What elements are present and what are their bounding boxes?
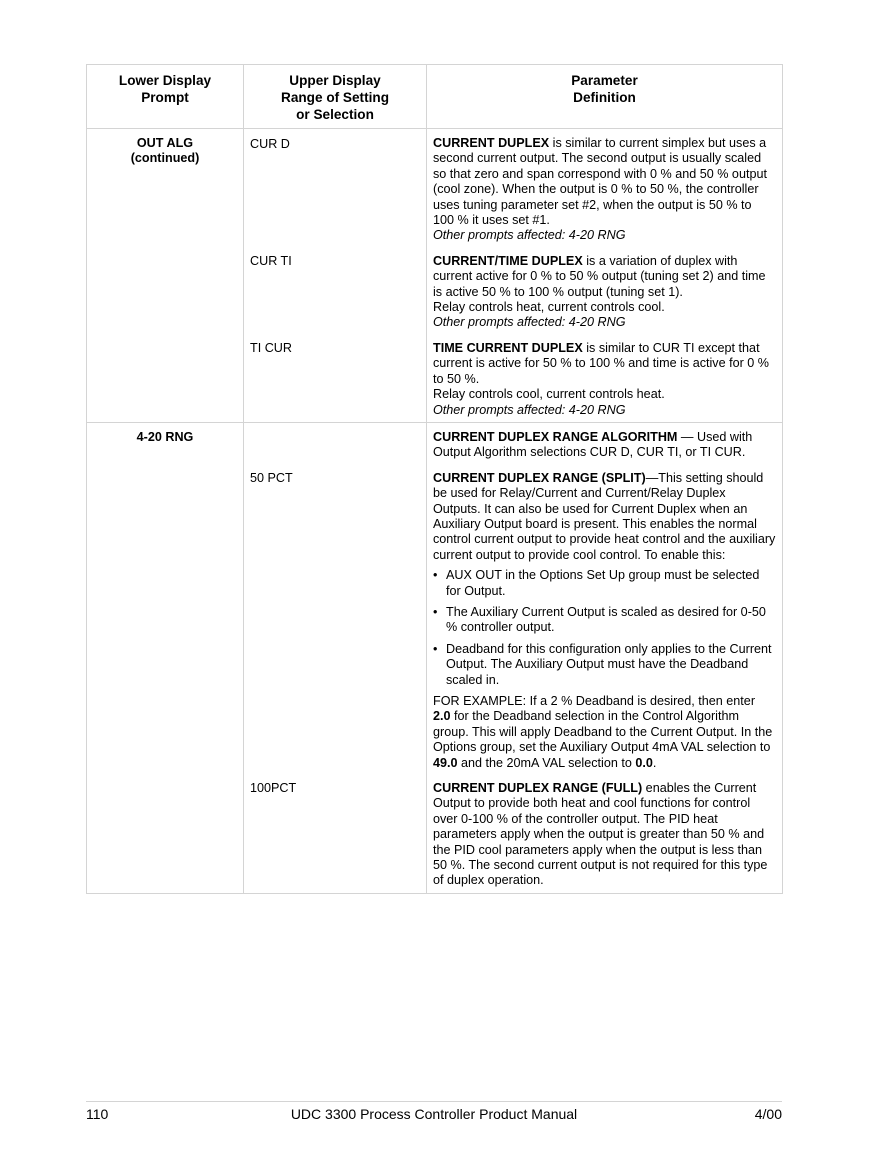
- bullet-icon: •: [433, 641, 438, 656]
- manual-title: UDC 3300 Process Controller Product Manual: [290, 1106, 578, 1122]
- bold-term: CURRENT DUPLEX RANGE (SPLIT): [433, 470, 646, 485]
- definition-line: [433, 471, 776, 563]
- text-run: FOR EXAMPLE: If a 2 % Deadband is desired, then enter: [433, 694, 756, 708]
- text-run: Relay controls heat, current controls cool.: [433, 300, 665, 315]
- table-row: [87, 422, 783, 893]
- definition-line: [433, 254, 776, 300]
- definition-block: [433, 471, 776, 771]
- bold-term: CURRENT DUPLEX RANGE ALGORITHM: [433, 429, 678, 444]
- definition-block: [433, 254, 776, 331]
- header-lower-display-prompt: Lower Display Prompt: [87, 65, 244, 129]
- bullet-text: Deadband for this configuration only applies to the Current Output. The Auxiliary Output must have the Deadband scaled in.: [446, 641, 772, 687]
- bullet-icon: •: [433, 568, 438, 583]
- definition-block: [433, 341, 776, 418]
- definition-line: [433, 300, 776, 315]
- definition-example: [433, 694, 776, 771]
- upper-display-cell: [244, 129, 427, 423]
- definition-line: [433, 403, 776, 418]
- definition-line: [433, 228, 776, 243]
- upper-display-selection: 50 PCT: [250, 470, 293, 485]
- bullet-text: The Auxiliary Current Output is scaled as desired for 0-50 % controller output.: [446, 604, 766, 635]
- italic-note: Other prompts affected: 4-20 RNG: [433, 228, 626, 243]
- page-number: 110: [86, 1106, 109, 1122]
- page-footer: [86, 1101, 782, 1125]
- bullet-icon: •: [433, 604, 438, 619]
- parameter-definition-cell: [427, 422, 783, 893]
- table-row: [87, 129, 783, 423]
- table-header-row: [87, 65, 783, 129]
- lower-display-prompt: OUT ALG (continued): [87, 129, 244, 423]
- bullet-item: [433, 605, 776, 636]
- parameter-definition-cell: [427, 129, 783, 423]
- definition-block: [433, 136, 776, 244]
- text-run: .: [652, 755, 657, 770]
- text-run: — Used with Output Algorithm selections CUR D, CUR TI, or TI CUR.: [433, 429, 753, 460]
- bullet-text: AUX OUT in the Options Set Up group must be selected for Output.: [446, 568, 760, 598]
- italic-note: Other prompts affected: 4-20 RNG: [433, 315, 626, 330]
- definition-line: [433, 430, 776, 461]
- bold-term: 0.0: [635, 755, 653, 770]
- definition-line: [433, 387, 776, 402]
- bold-term: CURRENT DUPLEX RANGE (FULL): [433, 781, 643, 796]
- parameter-table: [86, 64, 783, 894]
- bold-term: 2.0: [433, 709, 451, 724]
- bullet-item: [433, 642, 776, 688]
- bold-term: CURRENT/TIME DUPLEX: [433, 253, 583, 268]
- bullet-list: [433, 568, 776, 688]
- upper-display-selection: CUR TI: [250, 254, 292, 269]
- text-run: —This setting should be used for Relay/Current and Current/Relay Duplex Outputs. It can also be used for Current Duplex when an Auxiliary Output board is present. This enables the normal control current output to provide heat control and the auxiliary current output to provide cool control. To enable this:: [433, 470, 776, 562]
- text-run: is a variation of duplex with current active for 0 % to 50 % output (tuning set 2) and time is active 50 % to 100 % output (tuning set 1).: [433, 253, 766, 299]
- definition-line: [433, 781, 776, 889]
- upper-display-cell: [244, 422, 427, 893]
- text-run: and the 20mA VAL selection to: [457, 755, 636, 770]
- bold-term: CURRENT DUPLEX: [433, 136, 550, 150]
- upper-display-selection: 100PCT: [250, 781, 297, 796]
- bold-term: 49.0: [433, 755, 458, 770]
- publication-date: 4/00: [754, 1106, 782, 1122]
- text-run: is similar to current simplex but uses a second current output. The second output is usually scaled so that zero and span correspond with 0 % and 50 % output (cool zone). When the output is 0 % to 50 %, the controller uses tuning parameter set #2, when the output is 50 % to 100 % it uses set #1.: [433, 136, 767, 228]
- definition-line: [433, 315, 776, 330]
- definition-block: [433, 781, 776, 889]
- text-run: Relay controls cool, current controls heat.: [433, 387, 665, 402]
- header-parameter-definition: Parameter Definition: [427, 65, 783, 129]
- text-run: for the Deadband selection in the Control Algorithm group. This will apply Deadband to the Current Output. In the Options group, set the Auxiliary Output 4mA VAL selection to: [433, 709, 773, 755]
- lower-display-prompt: 4-20 RNG: [87, 422, 244, 893]
- text-run: enables the Current Output to provide both heat and cool functions for control over 0-100 % of the controller output. The PID heat parameters apply when the output is greater than 50 % and the PID cool parameters apply when the output is less than 50 %. The second current output is not required for this type of duplex operation.: [433, 781, 768, 888]
- upper-display-selection: TI CUR: [250, 341, 292, 356]
- definition-line: [433, 136, 776, 228]
- definition-line: [433, 341, 776, 387]
- italic-note: Other prompts affected: 4-20 RNG: [433, 402, 626, 417]
- definition-block: [433, 430, 776, 461]
- text-run: is similar to CUR TI except that current is active for 50 % to 100 % and time is active for 0 % to 50 %.: [433, 340, 769, 386]
- upper-display-selection: CUR D: [250, 136, 290, 151]
- bold-term: TIME CURRENT DUPLEX: [433, 340, 583, 355]
- bullet-item: [433, 568, 776, 599]
- header-upper-display-range: Upper Display Range of Setting or Selection: [244, 65, 427, 129]
